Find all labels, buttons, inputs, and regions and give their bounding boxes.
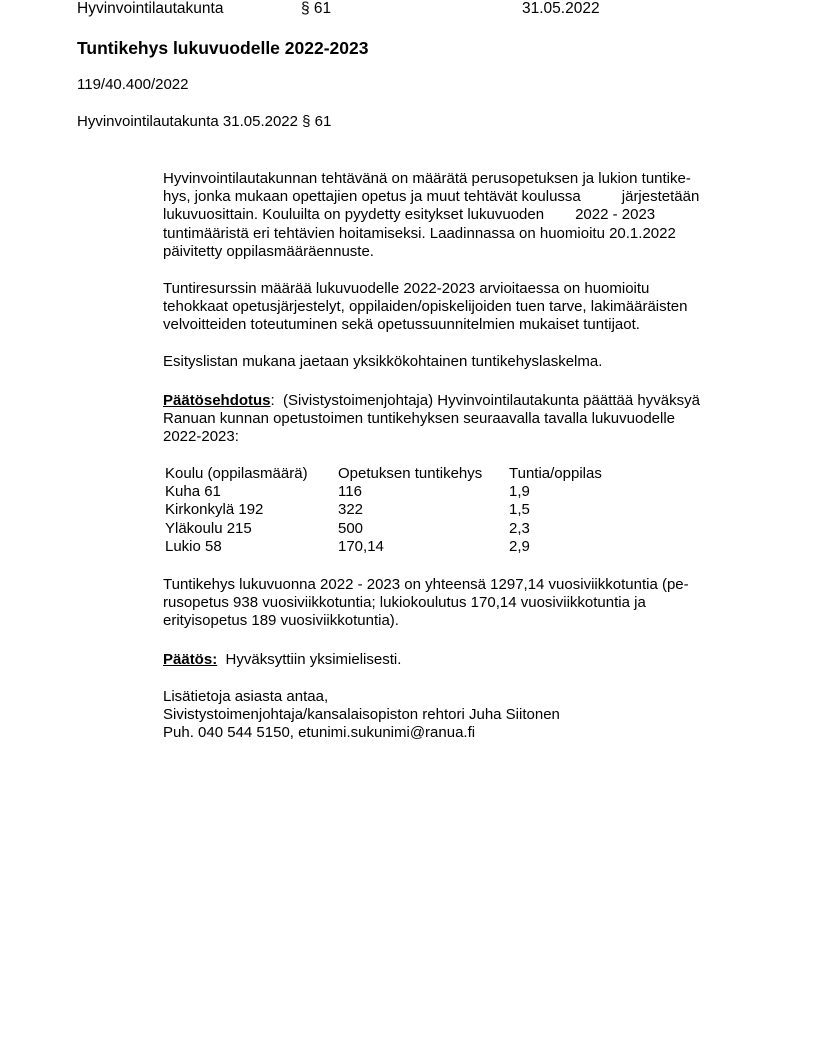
- paragraph-text: lukuvuosittain. Kouluilta on pyydetty esitykset lukuvuoden: [163, 206, 545, 224]
- paragraph-line: Hyvinvointilautakunnan tehtävänä on määrätä perusopetuksen ja lukion tuntike-: [163, 170, 691, 187]
- table-cell: 2,3: [509, 519, 530, 537]
- table-row: [163, 538, 602, 556]
- table-cell: Yläkoulu 215: [165, 519, 252, 537]
- table-cell: Kirkonkylä 192: [165, 501, 264, 519]
- paragraph-text: järjestetään: [621, 188, 700, 206]
- table-cell: 500: [338, 519, 364, 537]
- table-cell: 1,9: [509, 483, 530, 501]
- tuntikehys-table: [163, 465, 602, 556]
- tuntikehys-table-container: [163, 465, 753, 556]
- header-section: § 61: [301, 0, 332, 17]
- table-header-cell: Koulu (oppilasmäärä): [165, 465, 308, 482]
- decision-section: [163, 651, 753, 669]
- paragraph-line: erityisopetus 189 vuosiviikkotuntia).: [163, 612, 399, 630]
- paragraph-line: velvoitteiden toteutuminen sekä opetussuunnitelmien mukaiset tuntijaot.: [163, 316, 640, 334]
- reference-number: 119/40.400/2022: [77, 76, 189, 93]
- table-cell: Lukio 58: [165, 537, 222, 555]
- proposal-section: [163, 392, 753, 447]
- paragraph-line: rusopetus 938 vuosiviikkotuntia; lukiokoulutus 170,14 vuosiviikkotuntia ja: [163, 594, 646, 612]
- contact-line: Sivistystoimenjohtaja/kansalaisopiston rehtori Juha Siitonen: [163, 706, 560, 724]
- table-cell: 170,14: [338, 537, 384, 555]
- proposal-label: Päätösehdotus: [163, 392, 271, 409]
- table-row: [163, 483, 602, 501]
- paragraph-attachment: [163, 353, 753, 371]
- decision-text: Hyväksyttiin yksimielisesti.: [225, 651, 402, 668]
- paragraph-text: 2022 - 2023: [575, 206, 656, 224]
- contact-email: etunimi.sukunimi@ranua.fi: [298, 724, 476, 742]
- table-cell: 1,5: [509, 501, 530, 519]
- paragraph-line: päivitetty oppilasmääräennuste.: [163, 242, 374, 260]
- paragraph-line: Ranuan kunnan opetustoimen tuntikehyksen seuraavalla tavalla lukuvuodelle: [163, 410, 676, 428]
- header-date: 31.05.2022: [522, 0, 600, 17]
- paragraph-line: [163, 392, 753, 410]
- contact-phone: Puh. 040 544 5150,: [163, 724, 299, 742]
- document-title: Tuntikehys lukuvuodelle 2022-2023: [77, 38, 369, 58]
- paragraph-total: [163, 576, 753, 631]
- table-header-cell: Tuntia/oppilas: [509, 465, 602, 482]
- header-board: Hyvinvointilautakunta: [77, 0, 224, 17]
- contact-section: [163, 688, 753, 743]
- table-cell: 116: [338, 483, 362, 501]
- paragraph-line: [163, 651, 753, 669]
- meeting-line: Hyvinvointilautakunta 31.05.2022 § 61: [77, 113, 332, 130]
- paragraph-assessment: [163, 280, 753, 335]
- paragraph-intro: [163, 170, 753, 261]
- table-cell: Kuha 61: [165, 483, 221, 501]
- proposal-text: (Sivistystoimenjohtaja) Hyvinvointilautakunta päättää hyväksyä: [283, 392, 700, 409]
- paragraph-line: tehokkaat opetusjärjestelyt, oppilaiden/opiskelijoiden tuen tarve, lakimääräisten: [163, 298, 688, 316]
- proposal-colon: :: [270, 392, 275, 409]
- paragraph-line: Tuntikehys lukuvuonna 2022 - 2023 on yhteensä 1297,14 vuosiviikkotuntia (pe-: [163, 576, 689, 593]
- paragraph-line: Esityslistan mukana jaetaan yksikkökohtainen tuntikehyslaskelma.: [163, 353, 603, 370]
- table-header-cell: Opetuksen tuntikehys: [338, 465, 483, 482]
- paragraph-line: tuntimääristä eri tehtävien hoitamiseksi. Laadinnassa on huomioitu 20.1.2022: [163, 224, 676, 242]
- table-header-row: [163, 465, 602, 483]
- paragraph-line: Tuntiresurssin määrää lukuvuodelle 2022-2023 arvioitaessa on huomioitu: [163, 280, 650, 297]
- table-cell: 322: [338, 501, 364, 519]
- paragraph-line: [163, 188, 753, 206]
- paragraph-line: [163, 206, 753, 224]
- paragraph-text: hys, jonka mukaan opettajien opetus ja muut tehtävät koulussa: [163, 188, 581, 206]
- decision-label: Päätös:: [163, 651, 218, 668]
- paragraph-line: 2022-2023:: [163, 428, 239, 446]
- contact-line: Lisätietoja asiasta antaa,: [163, 688, 329, 705]
- table-cell: 2,9: [509, 537, 530, 555]
- table-row: [163, 520, 602, 538]
- contact-line: [163, 724, 753, 742]
- table-row: [163, 501, 602, 519]
